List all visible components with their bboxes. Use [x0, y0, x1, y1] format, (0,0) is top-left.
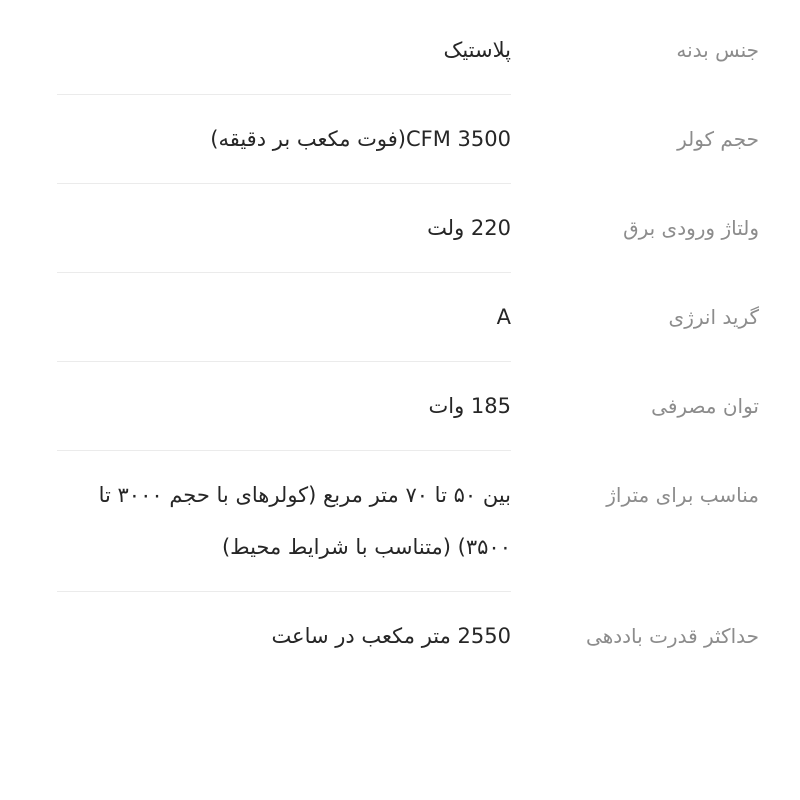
spec-value-cell [57, 592, 511, 680]
spec-value-cell [57, 6, 511, 95]
spec-label: ولتاژ ورودی برق [623, 216, 759, 240]
spec-row-power-consumption [0, 362, 800, 451]
spec-value: A [496, 305, 511, 329]
spec-value: پلاستیک [443, 38, 511, 62]
spec-row-suitable-area [0, 451, 800, 592]
spec-value-cell [57, 362, 511, 451]
spec-row-input-voltage [0, 184, 800, 273]
spec-value-cell [57, 95, 511, 184]
spec-row-body-material [0, 6, 800, 95]
spec-value: 3500 CFM(فوت مکعب بر دقیقه) [210, 127, 511, 151]
spec-row-max-airflow [0, 592, 800, 680]
spec-label: حجم کولر [677, 127, 759, 151]
spec-row-cooler-volume [0, 95, 800, 184]
spec-value: بین ۵۰ تا ۷۰ متر مربع (کولرهای با حجم ۳۰۰۰ تا ۳۵۰۰) (متناسب با شرایط محیط) [98, 483, 511, 559]
spec-value: 185 وات [428, 394, 511, 418]
spec-value: 220 ولت [427, 216, 511, 240]
spec-label: جنس بدنه [676, 38, 759, 62]
spec-value-cell [57, 273, 511, 362]
spec-row-energy-grade [0, 273, 800, 362]
spec-value-cell [57, 184, 511, 273]
spec-label: گرید انرژی [668, 305, 759, 329]
spec-value-cell [57, 451, 511, 592]
spec-label: مناسب برای متراژ [606, 483, 759, 507]
spec-value: 2550 متر مکعب در ساعت [271, 624, 511, 648]
spec-label: توان مصرفی [651, 394, 759, 418]
spec-label: حداکثر قدرت باددهی [586, 624, 759, 648]
